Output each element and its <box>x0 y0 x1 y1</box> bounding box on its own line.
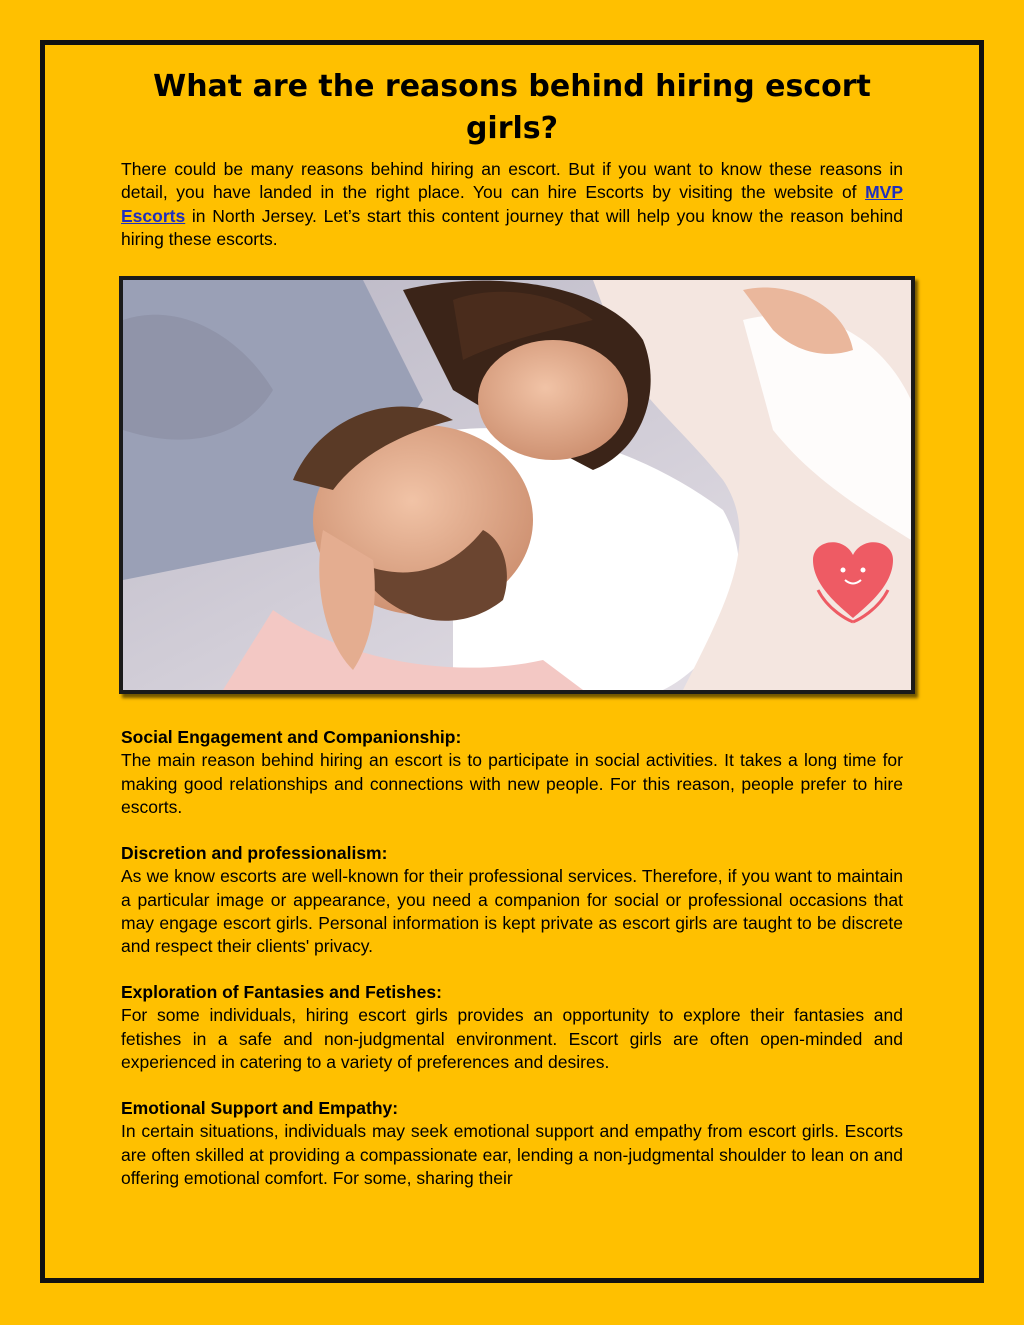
section-discretion <box>121 842 903 958</box>
section-heading: Discretion and professionalism: <box>121 843 388 863</box>
section-social <box>121 726 903 819</box>
section-heading: Emotional Support and Empathy: <box>121 1098 399 1118</box>
intro-paragraph <box>121 158 903 251</box>
section-body: For some individuals, hiring escort girls provides an opportunity to explore their fantasies and fetishes in a safe and non-judgmental environment. Escort girls are often open-minded and experienced in catering to a variety of preferences and desires. <box>121 1005 903 1072</box>
section-fantasies <box>121 981 903 1074</box>
section-emotional <box>121 1097 903 1190</box>
intro-text-after: in North Jersey. Let’s start this content journey that will help you know the reason behind hiring these escorts. <box>121 205 903 249</box>
intro-text-before: There could be many reasons behind hiring an escort. But if you want to know these reasons in detail, you have landed in the right place. You can hire Escorts by visiting the website of <box>121 159 903 203</box>
section-heading: Social Engagement and Companionship: <box>121 727 462 747</box>
section-heading: Exploration of Fantasies and Fetishes: <box>121 982 442 1002</box>
page-title: What are the reasons behind hiring escort girls? <box>153 69 871 146</box>
mvp-escorts-link[interactable]: MVP Escorts <box>121 182 903 226</box>
section-body: As we know escorts are well-known for their professional services. Therefore, if you want to maintain a particular image or appearance, you need a companion for social or professional occasions that may engage escort girls. Personal information is kept private as escort girls are taught to be discrete and respect their clients' privacy. <box>121 866 903 957</box>
section-body: In certain situations, individuals may seek emotional support and empathy from escort girls. Escorts are often skilled at providing a compassionate ear, lending a non-judgmental shoulder to lean on and offering emotional comfort. For some, sharing their <box>121 1121 903 1188</box>
section-body: The main reason behind hiring an escort is to participate in social activities. It takes a long time for making good relationships and connections with new people. For this reason, people prefer to hire escorts. <box>121 750 903 817</box>
hero-photo <box>119 276 915 694</box>
